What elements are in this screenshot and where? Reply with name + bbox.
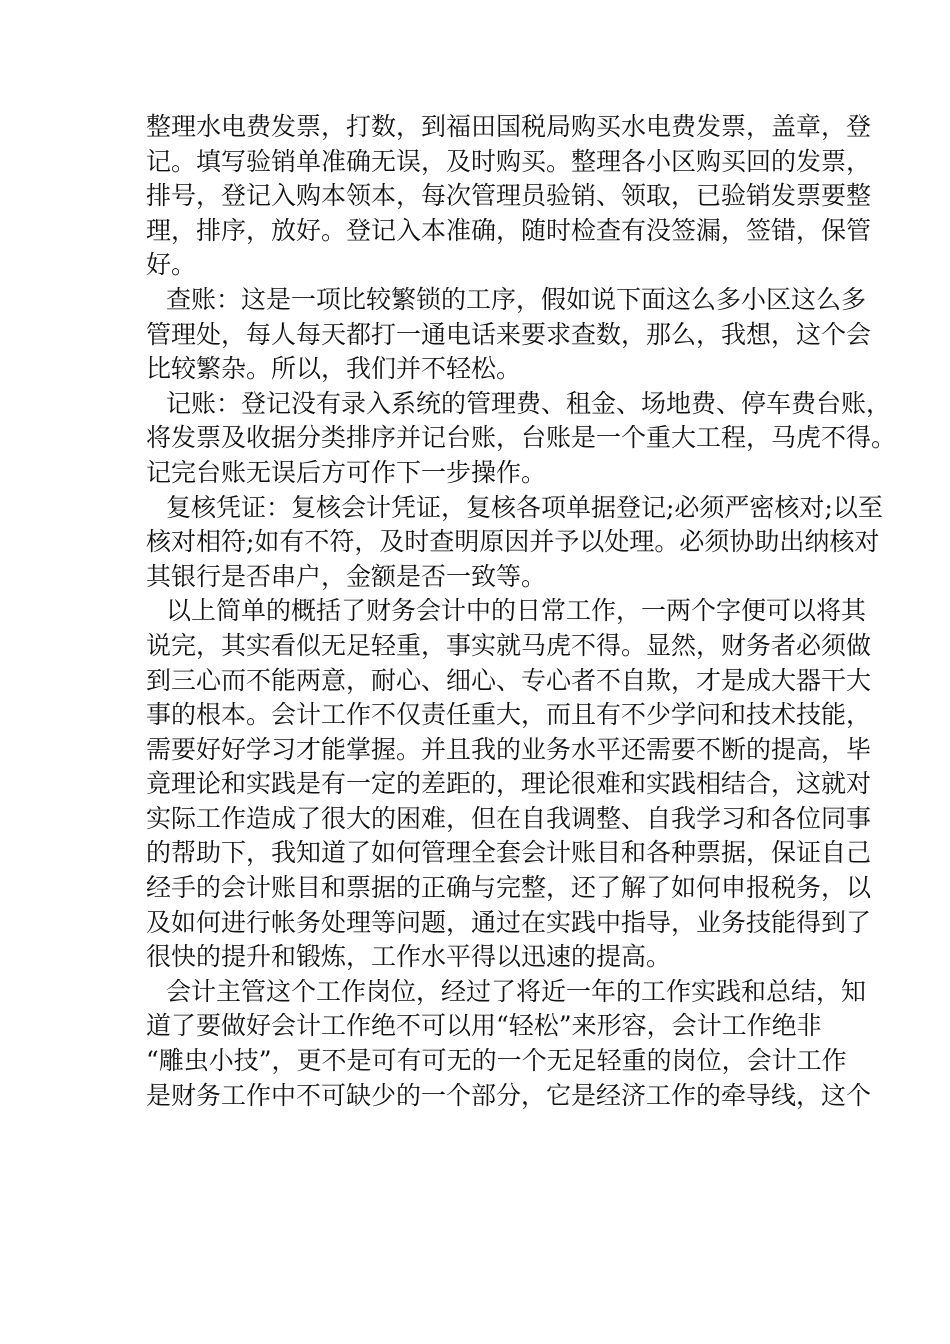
paragraph-3-line-1: 记账：登记没有录入系统的管理费、租金、场地费、停车费台账， [166, 388, 892, 418]
paragraph-5-line-3: 到三心而不能两意，耐心、细心、专心者不自欺，才是成大器干大 [146, 665, 872, 695]
paragraph-1-line-3: 排号，登记入购本领本，每次管理员验销、领取，已验销发票要整 [146, 181, 872, 211]
paragraph-5-line-2: 说完，其实看似无足轻重，事实就马虎不得。显然，财务者必须做 [146, 630, 872, 660]
paragraph-1-line-5: 好。 [146, 250, 197, 280]
paragraph-3-line-3: 记完台账无误后方可作下一步操作。 [146, 457, 547, 487]
paragraph-2-line-3: 比较繁杂。所以，我们并不轻松。 [146, 354, 522, 384]
paragraph-6-line-3: “雕虫小技”，更不是可有可无的一个无足轻重的岗位，会计工作 [146, 1046, 847, 1076]
paragraph-6-line-2: 道了要做好会计工作绝不可以用“轻松”来形容，会计工作绝非 [146, 1011, 822, 1041]
paragraph-5-line-9: 经手的会计账目和票据的正确与完整，还了解了如何申报税务，以 [146, 873, 872, 903]
paragraph-4-line-3: 其银行是否串户，金额是否一致等。 [146, 561, 547, 591]
document-body [146, 110, 897, 1113]
paragraph-5-line-11: 很快的提升和锻炼，工作水平得以迅速的提高。 [146, 942, 672, 972]
paragraph-5-line-1: 以上简单的概括了财务会计中的日常工作，一两个字便可以将其 [166, 596, 867, 626]
paragraph-1-line-2: 记。填写验销单准确无误，及时购买。整理各小区购买回的发票， [146, 146, 872, 176]
paragraph-6-line-4: 是财务工作中不可缺少的一个部分，它是经济工作的牵导线，这个 [146, 1080, 872, 1110]
paragraph-2-line-1: 查账：这是一项比较繁锁的工序，假如说下面这么多小区这么多 [166, 284, 867, 314]
paragraph-5-line-7: 实际工作造成了很大的困难，但在自我调整、自我学习和各位同事 [146, 803, 872, 833]
paragraph-4-line-1: 复核凭证：复核会计凭证，复核各项单据登记;必须严密核对;以至 [166, 492, 883, 522]
paragraph-1-line-1: 整理水电费发票，打数，到福田国税局购买水电费发票，盖章，登 [146, 112, 872, 141]
paragraph-5-line-8: 的帮助下，我知道了如何管理全套会计账目和各种票据，保证自己 [146, 838, 872, 868]
paragraph-6-line-1: 会计主管这个工作岗位，经过了将近一年的工作实践和总结，知 [166, 976, 867, 1006]
paragraph-2-line-2: 管理处，每人每天都打一通电话来要求查数，那么，我想，这个会 [146, 319, 872, 349]
paragraph-3-line-2: 将发票及收据分类排序并记台账，台账是一个重大工程，马虎不得。 [146, 423, 897, 453]
paragraph-5-line-6: 竟理论和实践是有一定的差距的，理论很难和实践相结合，这就对 [146, 769, 872, 799]
paragraph-5-line-10: 及如何进行帐务处理等问题，通过在实践中指导，业务技能得到了 [146, 907, 872, 937]
paragraph-4-line-2: 核对相符;如有不符，及时查明原因并予以处理。必须协助出纳核对 [146, 527, 880, 557]
paragraph-5-line-5: 需要好好学习才能掌握。并且我的业务水平还需要不断的提高，毕 [146, 734, 872, 764]
paragraph-1-line-4: 理，排序，放好。登记入本准确，随时检查有没签漏，签错，保管 [146, 215, 872, 245]
paragraph-5-line-4: 事的根本。会计工作不仅责任重大，而且有不少学问和技术技能， [146, 700, 872, 730]
